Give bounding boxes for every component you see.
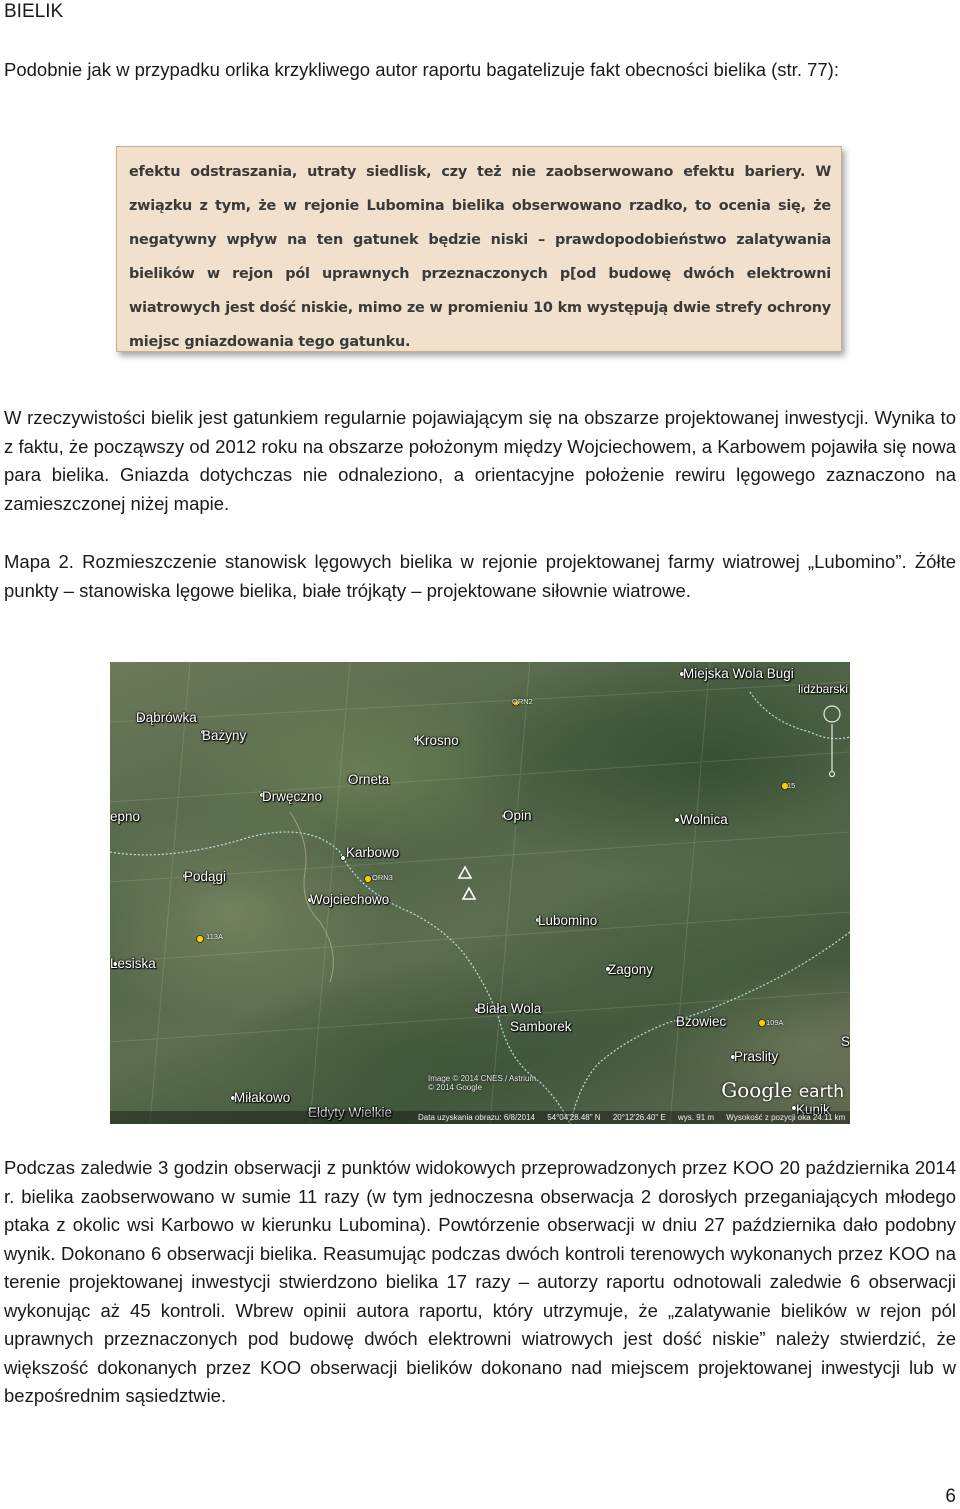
latitude-readout: 54°04'28.48" N [547, 1113, 601, 1122]
place-label: Orneta [348, 772, 390, 787]
place-label: Lubomino [538, 913, 598, 928]
place-label: Wojciechowo [310, 892, 390, 907]
place-label: Bzowiec [676, 1014, 727, 1029]
place-label: Biała Wola [477, 1001, 542, 1016]
place-label: lidzbarski [798, 682, 849, 696]
place-label: Zagony [608, 962, 654, 977]
map-caption: Mapa 2. Rozmieszczenie stanowisk lęgowych bielika w rejonie projektowanej farmy wiatrowej „Lubomino”. Żółte punkty – stanowiska lęgowe bielika, białe trójkąty – projektowane siłownie wiatrowe. [4, 551, 956, 601]
place-label: Wolnica [680, 812, 728, 827]
eye-altitude-readout: Wysokość z pozycji oka 24.11 km [726, 1113, 846, 1122]
point-label: ORN3 [372, 873, 393, 882]
quoted-excerpt-image [116, 146, 842, 352]
image-credit-text: Image © 2014 CNES / Astrium [428, 1074, 537, 1083]
place-label: Drwęczno [262, 789, 323, 804]
longitude-readout: 20°12'26.40" E [612, 1113, 666, 1122]
place-label: Miejska Wola Bugi [683, 666, 794, 681]
place-label: Bażyny [202, 728, 247, 743]
place-label: Praslity [734, 1049, 779, 1064]
image-credit [428, 1074, 536, 1092]
place-label: Samborek [510, 1019, 572, 1034]
navigation-control-icon [824, 706, 840, 777]
place-label: Miłakowo [234, 1090, 291, 1105]
place-label: Lesiska [110, 956, 156, 971]
administrative-boundary-north [750, 692, 850, 739]
intro-paragraph: Podobnie jak w przypadku orlika krzykliwego autor raportu bagatelizuje fakt obecności bielika (str. 77): [4, 59, 839, 80]
turbine-triangle [463, 888, 475, 899]
nest-point [759, 1020, 766, 1027]
point-label: 113A [206, 932, 223, 941]
google-logo-text: Google [721, 1078, 793, 1102]
point-label: 15 [787, 781, 796, 790]
quoted-excerpt-text: efektu odstraszania, utraty siedlisk, czy też nie zaobserwowano efektu bariery. W związku z tym, że w rejonie Lubomina bielika obserwowano rzadko, to ocenia się, że negatywny wpływ na ten gatunek będzie niski – prawdopodobieństwo zalatywania bielików w rejon pól uprawnych przeznaczonych p[od budowę dwóch elektrowni wiatrowych jest dość niskie, mimo ze w promieniu 10 km występują dwie strefy ochrony miejsc gniazdowania tego gatunku. [129, 164, 831, 350]
observations-paragraph: Podczas zaledwie 3 godzin obserwacji z punktów widokowych przeprowadzonych przez KOO 20 października 2014 r. bielika zaobserwowano w sumie 11 razy (w tym jednoczesna obserwacja 2 dorosłych przeganiających młodego ptaka z okolic wsi Karbowo w kierunku Lubomina). Powtórzenie obserwacji w dniu 27 października dało podobny wynik. Dokonano 6 obserwacji bielika. Reasumując podczas dwóch kontroli terenowych wykonanych przez KOO na terenie projektowanej inwestycji stwierdzono bielika 17 razy – autorzy raportu odnotowali zaledwie 6 obserwacji wykonując aż 45 kontroli. Wbrew opinii autora raportu, który utrzymuje, że „zalatywanie bielików w rejon pól uprawnych przeznaczonych pod budowę dwóch elektrowni wiatrowych jest dość niskie” należy stwierdzić, że większość dokonanych przez KOO obserwacji bielików dokonano nad miejscem projektowanej inwestycji lub w bezpośrednim sąsiedztwie. [4, 1157, 956, 1406]
google-earth-logo [721, 1078, 844, 1102]
satellite-map [110, 662, 850, 1124]
map-status-bar [110, 1111, 850, 1124]
imagery-date: Data uzyskania obrazu: 6/8/2014 [418, 1113, 535, 1122]
place-label: Krosno [416, 733, 459, 748]
place-label: Ełdyty Wielkie [308, 1105, 393, 1120]
place-label: Karbowo [346, 845, 400, 860]
point-label: ORN2 [512, 697, 533, 706]
section-heading: BIELIK [4, 1, 64, 22]
place-label: Opin [503, 808, 532, 823]
place-label: S [841, 1034, 850, 1049]
page-number: 6 [945, 1486, 956, 1507]
turbine-triangle [459, 867, 471, 878]
place-label: Podągi [184, 869, 227, 884]
place-label: epno [110, 809, 141, 824]
elevation-readout: wys. 91 m [678, 1113, 715, 1122]
place-label: Dąbrówka [136, 710, 197, 725]
earth-logo-text: earth [798, 1082, 844, 1102]
point-label: 109A [766, 1018, 784, 1027]
place-label: Kunik [796, 1102, 830, 1117]
reality-paragraph: W rzeczywistości bielik jest gatunkiem regularnie pojawiającym się na obszarze projektowanej inwestycji. Wynika to z faktu, że począwszy od 2012 roku na obszarze położonym między Wojciechowem, a Karbowem pojawiła się nowa para bielika. Gniazda dotychczas nie odnaleziono, a orientacyjne położenie rewiru lęgowego zaznaczono na zamieszczonej niżej mapie. [4, 407, 956, 514]
nest-point [197, 936, 204, 943]
image-credit-google: © 2014 Google [428, 1083, 482, 1092]
nest-point [365, 876, 372, 883]
